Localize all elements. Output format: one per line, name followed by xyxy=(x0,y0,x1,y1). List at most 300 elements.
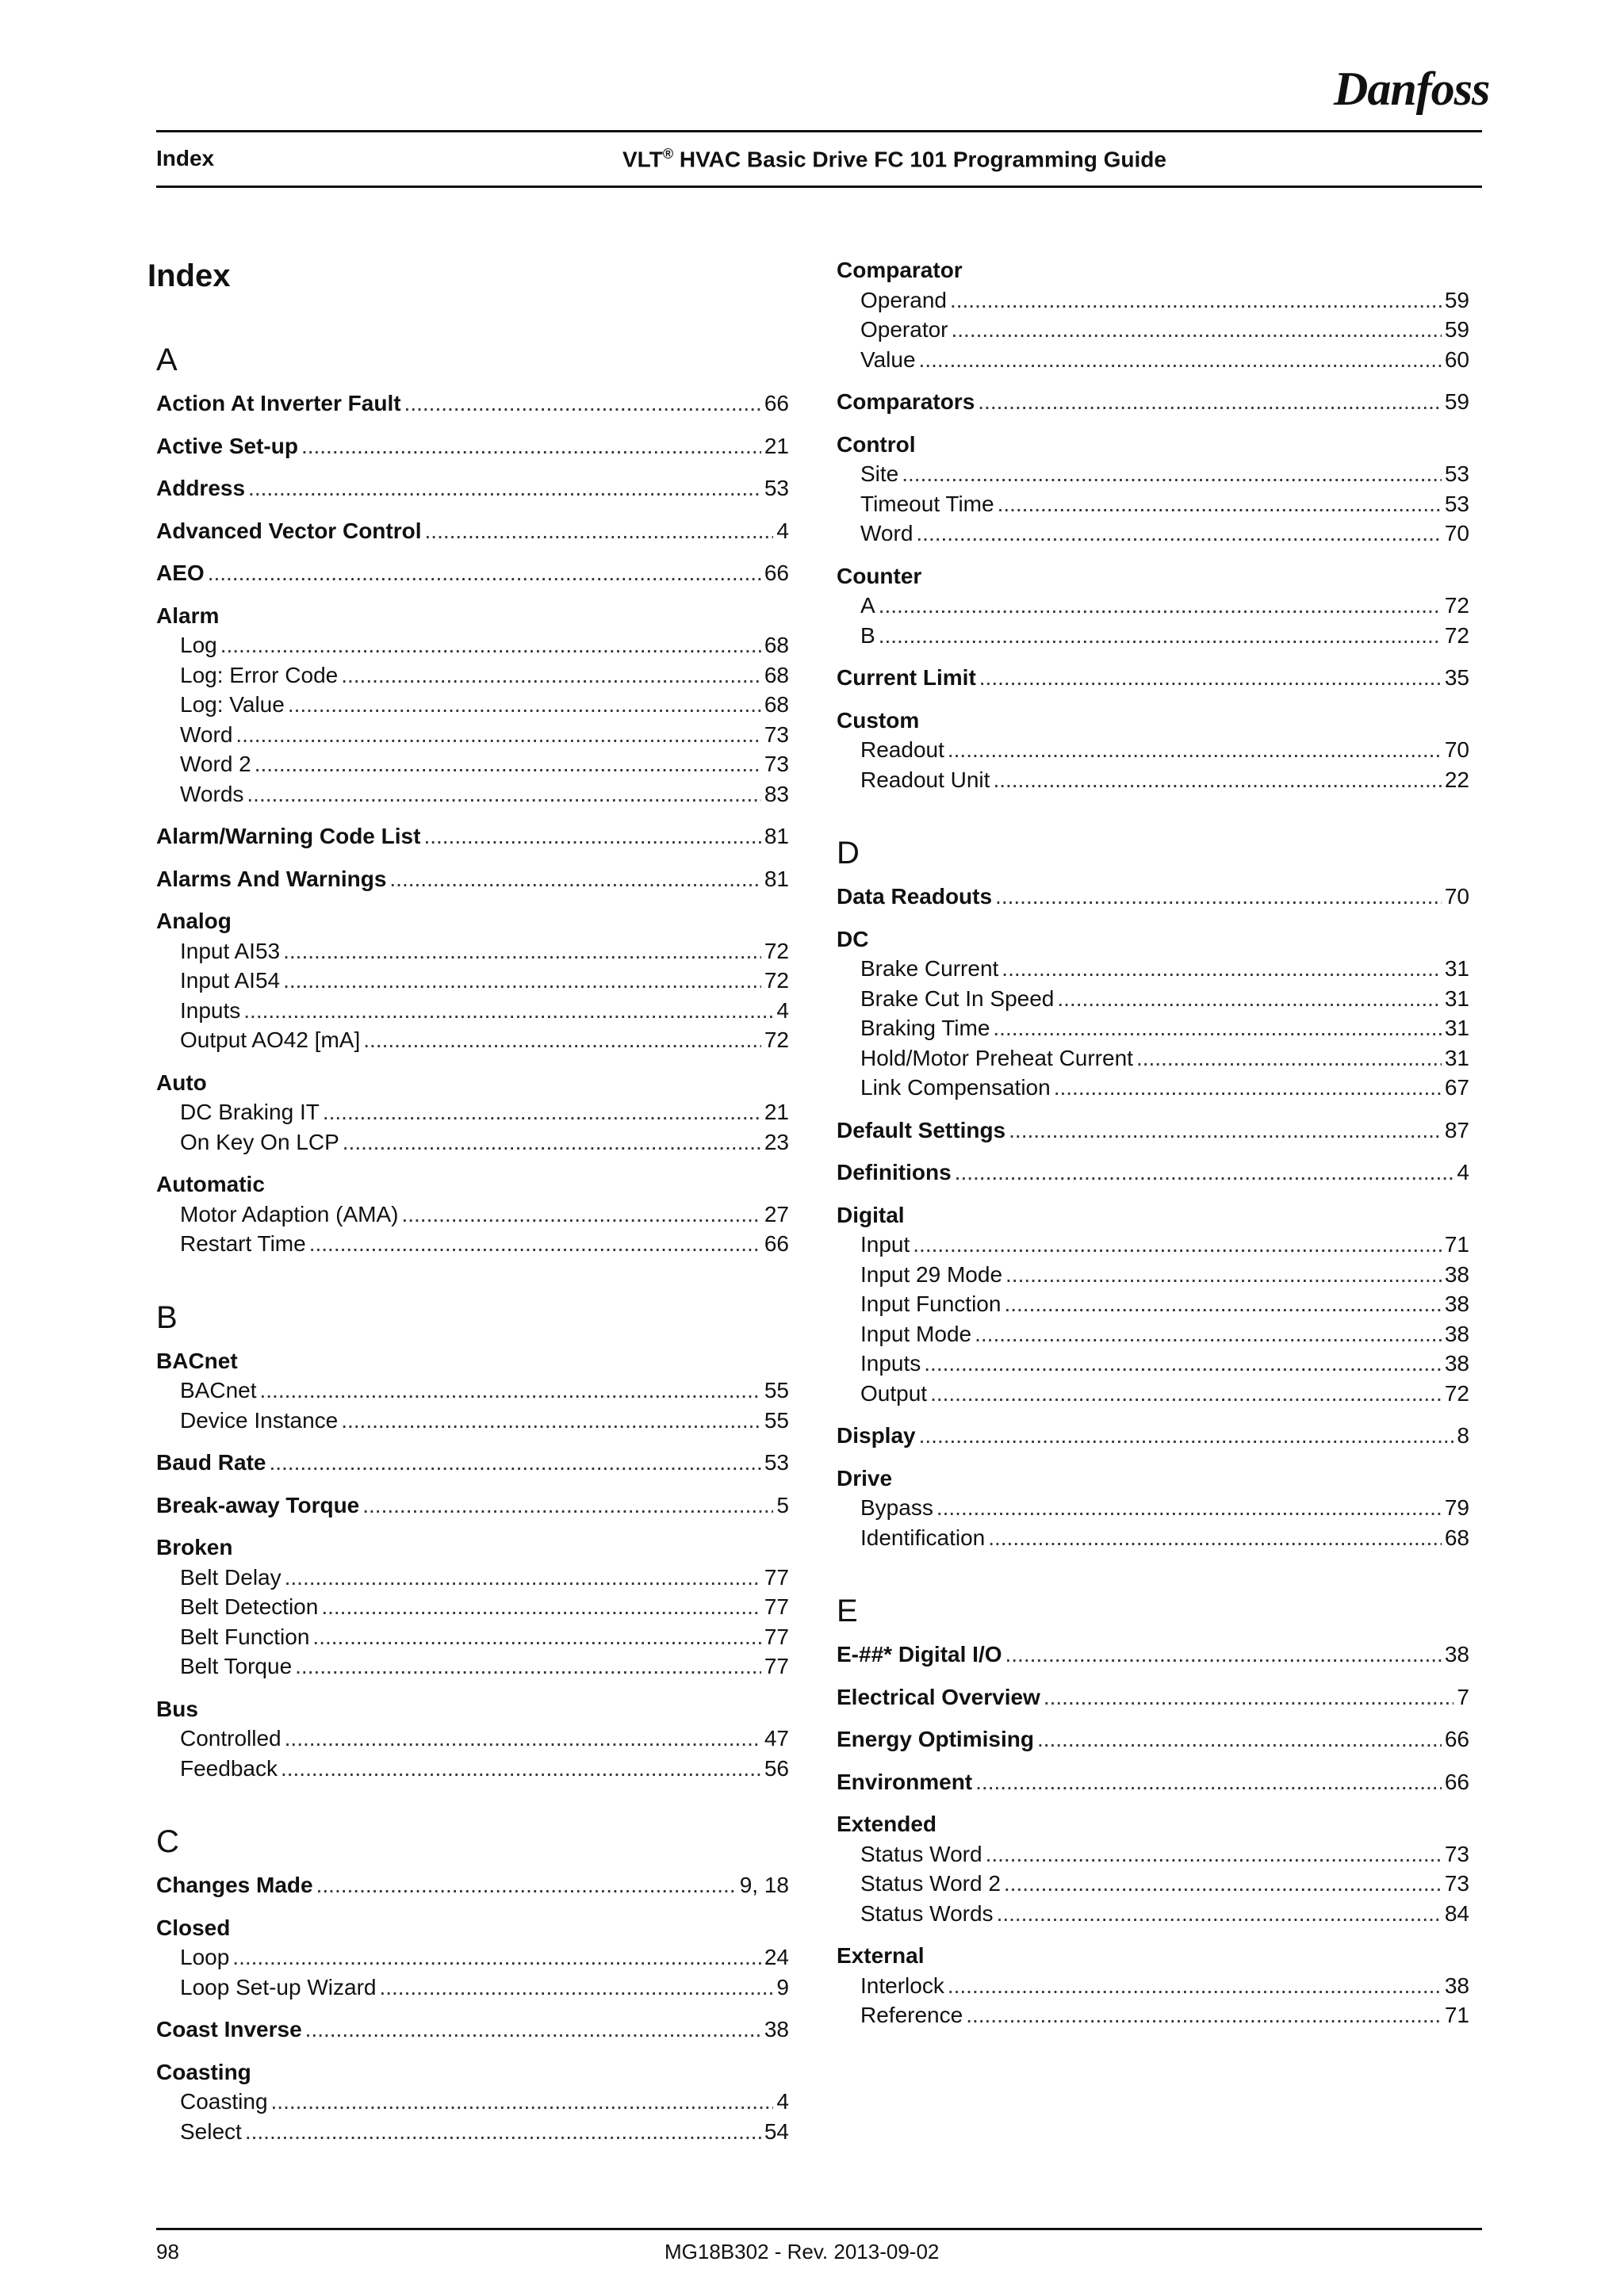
dot-leader xyxy=(978,387,1442,416)
entry-label: Readout Unit xyxy=(860,767,990,792)
entry-label: Custom xyxy=(837,707,920,733)
page-ref: 66 xyxy=(764,561,789,585)
entry-label: Timeout Time xyxy=(860,491,994,516)
page-ref: 79 xyxy=(1444,1495,1469,1520)
page-ref: 77 xyxy=(764,1624,789,1649)
entry-label: Belt Detection xyxy=(180,1594,319,1619)
index-subentry xyxy=(860,315,1469,344)
entry-label: Data Readouts xyxy=(837,884,993,909)
entry-label: Link Compensation xyxy=(860,1075,1051,1100)
dot-leader xyxy=(245,2117,761,2146)
index-subentry xyxy=(180,1229,789,1258)
index-subentry xyxy=(860,1839,1469,1869)
index-subentry xyxy=(180,1754,789,1783)
index-subentry xyxy=(860,1379,1469,1408)
index-subentry xyxy=(860,1073,1469,1102)
index-subentry xyxy=(180,779,789,809)
page-ref: 77 xyxy=(764,1594,789,1619)
dot-leader xyxy=(281,1754,761,1783)
entry-label: Input AI53 xyxy=(180,938,281,963)
index-entry xyxy=(837,1767,1469,1797)
entry-label: Device Instance xyxy=(180,1407,339,1433)
entry-label: Site xyxy=(860,461,899,486)
dot-leader xyxy=(1136,1043,1442,1073)
dot-leader xyxy=(919,345,1442,374)
page-ref: 47 xyxy=(764,1726,789,1751)
index-entry xyxy=(837,1809,1469,1839)
page-ref: 73 xyxy=(764,721,789,747)
page-ref: 38 xyxy=(1444,1261,1469,1287)
page-ref: 81 xyxy=(764,866,789,891)
index-entry xyxy=(837,1724,1469,1754)
index-subentry xyxy=(860,1319,1469,1349)
dot-leader xyxy=(208,558,761,587)
entry-label: External xyxy=(837,1943,925,1968)
dot-leader xyxy=(362,1490,773,1520)
entry-label: Readout xyxy=(860,737,944,762)
entry-label: Input xyxy=(860,1232,910,1257)
dot-leader xyxy=(285,1563,761,1592)
dot-leader xyxy=(998,489,1442,519)
index-entry xyxy=(837,1200,1469,1230)
entry-label: Reference xyxy=(860,2003,963,2027)
page-ref: 73 xyxy=(1444,1841,1469,1866)
entry-label: Active Set-up xyxy=(156,433,298,458)
index-entry xyxy=(837,1158,1469,1187)
entry-label: Loop Set-up Wizard xyxy=(180,1974,377,1999)
page-ref: 68 xyxy=(764,662,789,687)
index-entry xyxy=(156,906,789,936)
dot-leader xyxy=(936,1493,1442,1522)
index-subentry xyxy=(860,735,1469,764)
entry-label: E-##* Digital I/O xyxy=(837,1642,1002,1667)
entry-label: Words xyxy=(180,781,244,806)
dot-leader xyxy=(247,779,760,809)
dot-leader xyxy=(312,1622,760,1651)
page-ref: 77 xyxy=(764,1564,789,1590)
entry-label: Analog xyxy=(156,909,232,933)
page-ref: 22 xyxy=(1444,767,1469,792)
entry-label: Select xyxy=(180,2118,242,2144)
index-subentry xyxy=(180,1592,789,1621)
entry-label: Address xyxy=(156,476,246,500)
index-subentry xyxy=(860,345,1469,374)
index-entry xyxy=(837,924,1469,954)
dot-leader xyxy=(379,1973,773,2002)
dot-leader xyxy=(930,1379,1442,1408)
page-ref: 70 xyxy=(1444,521,1469,545)
entry-label: Automatic xyxy=(156,1172,265,1196)
dot-leader xyxy=(301,431,761,461)
entry-label: DC xyxy=(837,926,869,951)
index-subentry xyxy=(860,621,1469,650)
index-subentry xyxy=(180,1724,789,1753)
dot-leader xyxy=(425,516,774,545)
page-ref: 7 xyxy=(1457,1684,1469,1709)
index-subentry xyxy=(180,630,789,660)
dot-leader xyxy=(401,1200,760,1229)
dot-leader xyxy=(993,765,1441,794)
danfoss-logo: Danfoss xyxy=(1334,63,1490,115)
index-subentry xyxy=(860,519,1469,548)
index-subentry xyxy=(180,1376,789,1405)
page-ref: 38 xyxy=(1444,1321,1469,1346)
dot-leader xyxy=(285,1724,761,1753)
page-ref: 70 xyxy=(1444,884,1469,909)
page-ref: 4 xyxy=(776,997,789,1023)
index-entry xyxy=(837,387,1469,416)
dot-leader xyxy=(283,966,761,995)
entry-label: Energy Optimising xyxy=(837,1727,1034,1751)
page-ref: 59 xyxy=(1444,389,1469,414)
index-subentry xyxy=(180,1200,789,1229)
page-ref: 66 xyxy=(764,1231,789,1256)
page-ref: 4 xyxy=(1457,1160,1469,1184)
dot-leader xyxy=(260,1376,761,1405)
index-entry xyxy=(156,1346,789,1376)
dot-leader xyxy=(271,2087,774,2116)
page-ref: 83 xyxy=(764,781,789,806)
entry-label: Log xyxy=(180,633,217,657)
dot-leader xyxy=(295,1651,761,1681)
index-entry xyxy=(837,1640,1469,1669)
entry-label: Feedback xyxy=(180,1755,278,1781)
page-ref: 56 xyxy=(764,1755,789,1781)
entry-label: Identification xyxy=(860,1525,986,1550)
entry-label: Display xyxy=(837,1423,916,1448)
index-subentry xyxy=(180,690,789,719)
dot-leader xyxy=(389,864,760,894)
entry-label: Drive xyxy=(837,1465,893,1490)
entry-label: Hold/Motor Preheat Current xyxy=(860,1045,1133,1070)
index-subentry xyxy=(860,954,1469,983)
dot-leader xyxy=(966,2000,1442,2030)
index-subentry xyxy=(180,1097,789,1127)
index-subentry xyxy=(860,459,1469,488)
entry-label: Loop xyxy=(180,1945,230,1969)
index-entry xyxy=(837,1464,1469,1493)
index-subentry xyxy=(180,1973,789,2002)
dot-leader xyxy=(879,591,1442,620)
page-ref: 66 xyxy=(1444,1727,1469,1751)
index-subentry xyxy=(860,1349,1469,1378)
dot-leader xyxy=(1005,1640,1442,1669)
entry-label: Electrical Overview xyxy=(837,1684,1040,1709)
dot-leader xyxy=(1037,1724,1442,1754)
index-subentry xyxy=(860,285,1469,315)
entry-label: Definitions xyxy=(837,1160,952,1184)
dot-leader xyxy=(283,936,761,966)
index-entry xyxy=(156,1068,789,1097)
page-ref: 81 xyxy=(764,824,789,848)
dot-leader xyxy=(343,1127,761,1157)
index-subentry xyxy=(180,966,789,995)
dot-leader xyxy=(955,1158,1454,1187)
page-ref: 31 xyxy=(1444,985,1469,1011)
dot-leader xyxy=(986,1839,1442,1869)
entry-label: Restart Time xyxy=(180,1231,306,1256)
index-subentry xyxy=(180,1025,789,1054)
index-entry xyxy=(156,2015,789,2044)
index-entry xyxy=(837,706,1469,735)
index-subentry xyxy=(180,1942,789,1972)
entry-label: Input Mode xyxy=(860,1321,972,1346)
index-subentry xyxy=(180,2087,789,2116)
footer-rule xyxy=(156,2228,1482,2230)
dot-leader xyxy=(321,1592,761,1621)
entry-label: On Key On LCP xyxy=(180,1129,339,1154)
entry-label: Word xyxy=(860,521,914,545)
entry-label: AEO xyxy=(156,561,205,585)
index-entry xyxy=(156,1533,789,1562)
index-subentry xyxy=(860,1260,1469,1289)
index-subentry xyxy=(860,2000,1469,2030)
page-ref: 67 xyxy=(1444,1075,1469,1100)
title-prefix: VLT xyxy=(622,147,663,172)
entry-label: Control xyxy=(837,431,916,457)
page-ref: 84 xyxy=(1444,1900,1469,1926)
page-ref: 24 xyxy=(764,1945,789,1969)
entry-label: Brake Current xyxy=(860,956,999,981)
page-ref: 77 xyxy=(764,1654,789,1678)
index-entry xyxy=(156,601,789,630)
section-letter-a: A xyxy=(156,342,178,377)
page-ref: 72 xyxy=(764,938,789,963)
page-ref: 87 xyxy=(1444,1117,1469,1142)
index-subentry xyxy=(180,720,789,749)
entry-label: Coasting xyxy=(156,2059,251,2084)
index-subentry xyxy=(180,996,789,1025)
registered-mark: ® xyxy=(662,146,674,162)
footer-doc-ref: MG18B302 - Rev. 2013-09-02 xyxy=(665,2240,940,2263)
entry-label: Output AO42 [mA] xyxy=(180,1027,361,1052)
entry-label: Alarm/Warning Code List xyxy=(156,824,421,848)
page-ref: 38 xyxy=(1444,1642,1469,1667)
entry-label: Output xyxy=(860,1380,928,1406)
entry-label: Inputs xyxy=(860,1351,921,1376)
dot-leader xyxy=(916,519,1441,548)
page-ref: 53 xyxy=(764,1450,789,1475)
section-letter-c: C xyxy=(156,1824,179,1859)
entry-label: Coasting xyxy=(180,2089,268,2114)
index-entry xyxy=(156,1694,789,1724)
page-ref: 4 xyxy=(776,2089,789,2114)
dot-leader xyxy=(988,1523,1442,1552)
index-subentry xyxy=(860,1971,1469,2000)
entry-label: Inputs xyxy=(180,997,241,1023)
page-ref: 21 xyxy=(764,1100,789,1124)
dot-leader xyxy=(1057,984,1441,1013)
header-document-title xyxy=(622,146,1166,172)
index-entry xyxy=(156,516,789,545)
index-subentry xyxy=(180,749,789,779)
dot-leader xyxy=(975,1319,1442,1349)
entry-label: Advanced Vector Control xyxy=(156,518,422,543)
index-subentry xyxy=(860,1523,1469,1552)
dot-leader xyxy=(950,285,1442,315)
page-ref: 66 xyxy=(764,391,789,415)
index-subentry xyxy=(860,984,1469,1013)
page-ref: 71 xyxy=(1444,2003,1469,2027)
entry-label: Brake Cut In Speed xyxy=(860,985,1055,1011)
index-subentry xyxy=(180,1622,789,1651)
entry-label: Comparator xyxy=(837,258,963,282)
entry-label: Break-away Torque xyxy=(156,1492,360,1517)
entry-label: Environment xyxy=(837,1769,973,1794)
page-ref: 35 xyxy=(1444,665,1469,690)
index-subentry xyxy=(860,1899,1469,1928)
index-entry xyxy=(837,882,1469,911)
index-entry xyxy=(837,663,1469,692)
dot-leader xyxy=(919,1421,1454,1450)
index-entry xyxy=(156,388,789,418)
page-ref: 31 xyxy=(1444,956,1469,981)
dot-leader xyxy=(975,1767,1442,1797)
index-subentry xyxy=(180,660,789,690)
entry-label: Status Words xyxy=(860,1900,994,1926)
dot-leader xyxy=(232,1942,761,1972)
dot-leader xyxy=(997,1899,1442,1928)
index-entry xyxy=(837,1941,1469,1970)
dot-leader xyxy=(220,630,761,660)
footer-page-number: 98 xyxy=(156,2240,179,2263)
dot-leader xyxy=(1044,1682,1454,1712)
dot-leader xyxy=(879,621,1442,650)
entry-label: B xyxy=(860,622,875,648)
entry-label: Braking Time xyxy=(860,1016,990,1040)
dot-leader xyxy=(1004,1869,1442,1898)
index-subentry xyxy=(180,1127,789,1157)
page-ref: 38 xyxy=(1444,1292,1469,1316)
index-subentry xyxy=(860,489,1469,519)
dot-leader xyxy=(902,459,1442,488)
page-ref: 9 xyxy=(776,1974,789,1999)
page-ref: 68 xyxy=(1444,1525,1469,1550)
entry-label: Log: Error Code xyxy=(180,662,339,687)
dot-leader xyxy=(1054,1073,1442,1102)
index-entry xyxy=(156,473,789,503)
entry-label: Current Limit xyxy=(837,665,976,690)
entry-label: Status Word 2 xyxy=(860,1871,1001,1896)
entry-label: Action At Inverter Fault xyxy=(156,391,401,415)
page-ref: 72 xyxy=(764,968,789,993)
page-ref: 70 xyxy=(1444,737,1469,762)
index-subentry xyxy=(860,1013,1469,1043)
dot-leader xyxy=(305,2015,761,2044)
page-ref: 23 xyxy=(764,1129,789,1154)
page-ref: 8 xyxy=(1457,1423,1469,1448)
index-subentry xyxy=(860,1493,1469,1522)
page-ref: 4 xyxy=(776,518,789,543)
dot-leader xyxy=(924,1349,1442,1378)
dot-leader xyxy=(269,1448,760,1477)
page-ref: 68 xyxy=(764,692,789,717)
entry-label: Belt Delay xyxy=(180,1564,282,1590)
index-entry xyxy=(156,558,789,587)
page-ref: 27 xyxy=(764,1201,789,1226)
dot-leader xyxy=(948,735,1442,764)
index-entry xyxy=(156,864,789,894)
dot-leader xyxy=(1005,1260,1442,1289)
header-rule-bottom xyxy=(156,186,1482,188)
header-rule-top xyxy=(156,130,1482,132)
index-subentry xyxy=(180,1651,789,1681)
entry-label: Word xyxy=(180,721,233,747)
page-ref: 72 xyxy=(1444,1380,1469,1406)
entry-label: Auto xyxy=(156,1070,207,1095)
dot-leader xyxy=(341,660,761,690)
dot-leader xyxy=(248,473,761,503)
section-letter-d: D xyxy=(837,836,860,871)
page-ref: 72 xyxy=(1444,593,1469,618)
entry-label: BACnet xyxy=(156,1348,238,1373)
entry-label: Input 29 Mode xyxy=(860,1261,1003,1287)
entry-label: Word 2 xyxy=(180,752,251,776)
entry-label: Controlled xyxy=(180,1726,282,1751)
dot-leader xyxy=(363,1025,761,1054)
page-ref: 38 xyxy=(764,2017,789,2042)
entry-label: Operand xyxy=(860,287,947,312)
entry-label: Changes Made xyxy=(156,1873,313,1897)
page-ref: 66 xyxy=(1444,1769,1469,1794)
index-subentry xyxy=(180,1563,789,1592)
index-subentry xyxy=(860,1869,1469,1898)
page-ref: 59 xyxy=(1444,287,1469,312)
dot-leader xyxy=(243,996,773,1025)
index-entry xyxy=(837,430,1469,459)
index-entry xyxy=(156,1870,789,1900)
dot-leader xyxy=(341,1406,761,1435)
index-entry xyxy=(837,1421,1469,1450)
index-entry xyxy=(156,1169,789,1199)
dot-leader xyxy=(404,388,761,418)
entry-label: A xyxy=(860,593,875,618)
entry-label: Comparators xyxy=(837,389,975,414)
entry-label: Closed xyxy=(156,1915,231,1940)
entry-label: Extended xyxy=(837,1812,937,1836)
dot-leader xyxy=(913,1230,1442,1259)
title-rest: HVAC Basic Drive FC 101 Programming Guide xyxy=(673,147,1166,172)
dot-leader xyxy=(316,1870,737,1900)
entry-label: Operator xyxy=(860,317,948,342)
index-entry xyxy=(156,2057,789,2087)
dot-leader xyxy=(309,1229,761,1258)
page-ref: 53 xyxy=(1444,461,1469,486)
page-ref: 73 xyxy=(764,752,789,776)
index-subentry xyxy=(180,936,789,966)
entry-label: Counter xyxy=(837,563,922,588)
entry-label: Belt Torque xyxy=(180,1654,293,1678)
index-subentry xyxy=(860,1289,1469,1318)
dot-leader xyxy=(1009,1115,1442,1145)
page-ref: 5 xyxy=(776,1492,789,1517)
page-ref: 60 xyxy=(1444,346,1469,372)
entry-label: Interlock xyxy=(860,1973,944,1998)
page-ref: 9, 18 xyxy=(739,1873,789,1897)
dot-leader xyxy=(423,821,760,851)
entry-label: Broken xyxy=(156,1535,233,1559)
page-ref: 68 xyxy=(764,633,789,657)
page-ref: 72 xyxy=(764,1027,789,1052)
page-ref: 21 xyxy=(764,433,789,458)
dot-leader xyxy=(255,749,761,779)
page-ref: 73 xyxy=(1444,1871,1469,1896)
page-ref: 53 xyxy=(1444,491,1469,516)
dot-leader xyxy=(979,663,1442,692)
entry-label: BACnet xyxy=(180,1378,257,1402)
page-ref: 53 xyxy=(764,476,789,500)
page-ref: 38 xyxy=(1444,1351,1469,1376)
